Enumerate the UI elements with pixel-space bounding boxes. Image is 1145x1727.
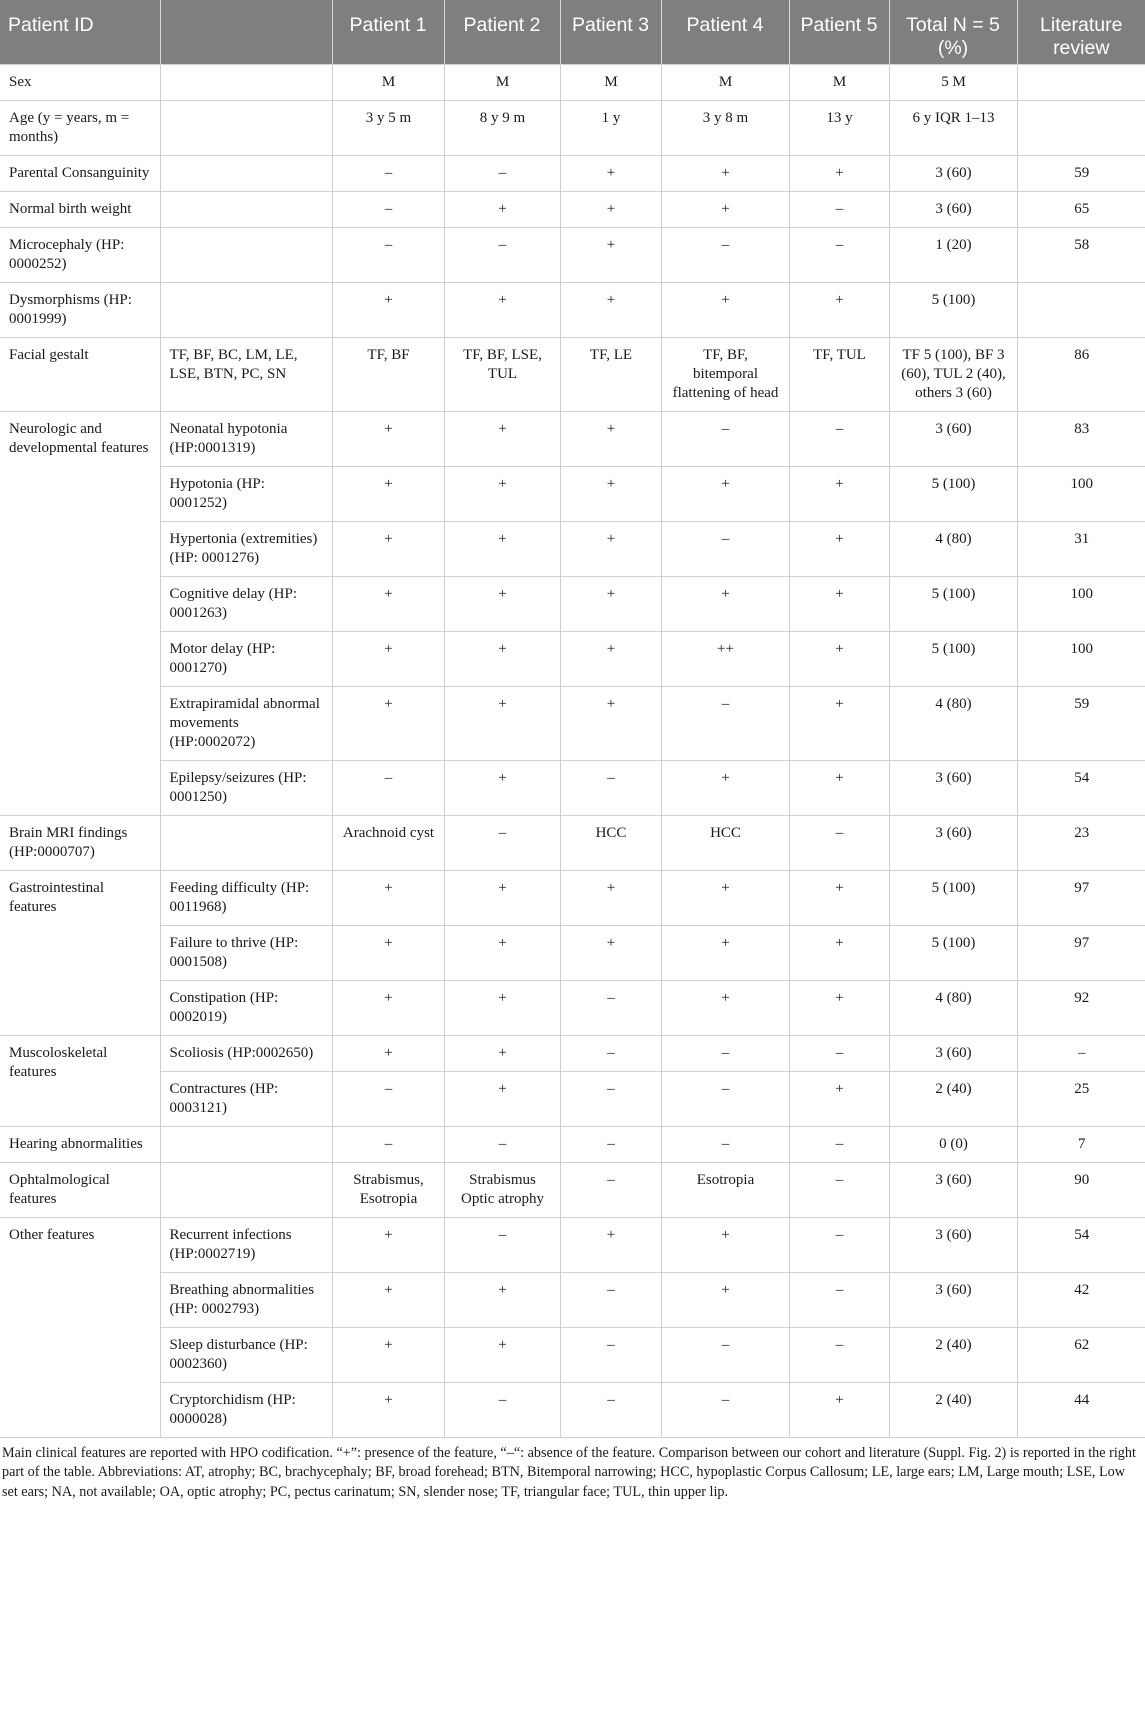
patient-2-cell: – (444, 1383, 560, 1438)
patient-4-cell: + (661, 761, 789, 816)
feature-group-cell: Dysmorphisms (HP: 0001999) (0, 283, 160, 338)
patient-4-cell: – (661, 1036, 789, 1072)
literature-cell: 44 (1017, 1383, 1145, 1438)
patient-1-cell: + (332, 1036, 444, 1072)
patient-5-cell: + (789, 522, 889, 577)
literature-cell (1017, 65, 1145, 101)
feature-detail-cell: Failure to thrive (HP: 0001508) (160, 926, 332, 981)
total-cell: 5 (100) (889, 577, 1017, 632)
header-literature-review: Literature review (1017, 0, 1145, 65)
feature-detail-cell (160, 192, 332, 228)
feature-detail-cell: Cryptorchidism (HP: 0000028) (160, 1383, 332, 1438)
patient-2-cell: + (444, 1328, 560, 1383)
feature-group-cell: Parental Consanguinity (0, 156, 160, 192)
table-row (0, 467, 1145, 522)
patient-2-cell: + (444, 1036, 560, 1072)
total-cell: 3 (60) (889, 1163, 1017, 1218)
table-row (0, 687, 1145, 761)
total-cell: 5 (100) (889, 467, 1017, 522)
literature-cell: 54 (1017, 1218, 1145, 1273)
header-feature-detail (160, 0, 332, 65)
feature-detail-cell: Feeding difficulty (HP: 0011968) (160, 871, 332, 926)
patient-2-cell: M (444, 65, 560, 101)
patient-3-cell: HCC (560, 816, 661, 871)
patient-4-cell: HCC (661, 816, 789, 871)
patient-5-cell: + (789, 1072, 889, 1127)
patient-5-cell: + (789, 981, 889, 1036)
total-cell: 6 y IQR 1–13 (889, 101, 1017, 156)
feature-detail-cell: Hypertonia (extremities) (HP: 0001276) (160, 522, 332, 577)
patient-5-cell: + (789, 577, 889, 632)
patient-1-cell: + (332, 1218, 444, 1273)
table-body (0, 65, 1145, 1438)
patient-4-cell: – (661, 228, 789, 283)
patient-5-cell: + (789, 761, 889, 816)
table-row (0, 1273, 1145, 1328)
patient-2-cell: – (444, 816, 560, 871)
total-cell: 3 (60) (889, 816, 1017, 871)
patient-3-cell: + (560, 1218, 661, 1273)
feature-detail-cell: Epilepsy/seizures (HP: 0001250) (160, 761, 332, 816)
patient-2-cell: + (444, 632, 560, 687)
feature-detail-cell: Sleep disturbance (HP: 0002360) (160, 1328, 332, 1383)
patient-1-cell: + (332, 283, 444, 338)
patient-2-cell: + (444, 687, 560, 761)
patient-5-cell: + (789, 632, 889, 687)
patient-3-cell: – (560, 761, 661, 816)
patient-1-cell: – (332, 228, 444, 283)
patient-4-cell: TF, BF, bitemporal flattening of head (661, 338, 789, 412)
patient-1-cell: + (332, 981, 444, 1036)
literature-cell: 59 (1017, 687, 1145, 761)
patient-2-cell: 8 y 9 m (444, 101, 560, 156)
table-row (0, 101, 1145, 156)
total-cell: 1 (20) (889, 228, 1017, 283)
patient-4-cell: Esotropia (661, 1163, 789, 1218)
total-cell: 0 (0) (889, 1127, 1017, 1163)
total-cell: 3 (60) (889, 761, 1017, 816)
literature-cell: 25 (1017, 1072, 1145, 1127)
literature-cell: 83 (1017, 412, 1145, 467)
feature-detail-cell (160, 816, 332, 871)
table-row (0, 1218, 1145, 1273)
patient-5-cell: 13 y (789, 101, 889, 156)
table-row (0, 338, 1145, 412)
patient-4-cell: + (661, 1218, 789, 1273)
total-cell: TF 5 (100), BF 3 (60), TUL 2 (40), others 3 (60) (889, 338, 1017, 412)
patient-2-cell: – (444, 156, 560, 192)
patient-1-cell: + (332, 687, 444, 761)
patient-2-cell: + (444, 412, 560, 467)
patient-5-cell: – (789, 1036, 889, 1072)
feature-group-cell: Gastrointestinal features (0, 871, 160, 1036)
patient-3-cell: – (560, 1163, 661, 1218)
feature-detail-cell: Motor delay (HP: 0001270) (160, 632, 332, 687)
literature-cell: 86 (1017, 338, 1145, 412)
patient-2-cell: + (444, 467, 560, 522)
patient-3-cell: – (560, 1127, 661, 1163)
total-cell: 3 (60) (889, 1218, 1017, 1273)
literature-cell: 54 (1017, 761, 1145, 816)
patient-2-cell: + (444, 522, 560, 577)
feature-group-cell: Microcephaly (HP: 0000252) (0, 228, 160, 283)
patient-4-cell: + (661, 1273, 789, 1328)
patient-4-cell: + (661, 192, 789, 228)
table-row (0, 1328, 1145, 1383)
patient-5-cell: – (789, 1218, 889, 1273)
patient-1-cell: – (332, 192, 444, 228)
feature-detail-cell: Recurrent infections (HP:0002719) (160, 1218, 332, 1273)
patient-4-cell: – (661, 1328, 789, 1383)
patient-2-cell: – (444, 228, 560, 283)
patient-4-cell: – (661, 1383, 789, 1438)
patient-3-cell: + (560, 412, 661, 467)
literature-cell: 90 (1017, 1163, 1145, 1218)
patient-4-cell: + (661, 981, 789, 1036)
literature-cell: 42 (1017, 1273, 1145, 1328)
literature-cell: 23 (1017, 816, 1145, 871)
patient-1-cell: + (332, 926, 444, 981)
patient-4-cell: + (661, 926, 789, 981)
patient-2-cell: Strabismus Optic atrophy (444, 1163, 560, 1218)
patient-1-cell: – (332, 1127, 444, 1163)
patient-5-cell: – (789, 228, 889, 283)
patient-1-cell: – (332, 1072, 444, 1127)
patient-1-cell: + (332, 522, 444, 577)
literature-cell: 62 (1017, 1328, 1145, 1383)
patient-3-cell: – (560, 1036, 661, 1072)
patient-1-cell: TF, BF (332, 338, 444, 412)
patient-4-cell: ++ (661, 632, 789, 687)
total-cell: 4 (80) (889, 981, 1017, 1036)
patient-2-cell: – (444, 1127, 560, 1163)
patient-4-cell: + (661, 467, 789, 522)
header-patient-5: Patient 5 (789, 0, 889, 65)
feature-detail-cell: TF, BF, BC, LM, LE, LSE, BTN, PC, SN (160, 338, 332, 412)
header-patient-1: Patient 1 (332, 0, 444, 65)
total-cell: 5 M (889, 65, 1017, 101)
patient-5-cell: + (789, 467, 889, 522)
patient-4-cell: – (661, 522, 789, 577)
patient-5-cell: M (789, 65, 889, 101)
table-row (0, 1163, 1145, 1218)
patient-5-cell: – (789, 816, 889, 871)
patient-2-cell: + (444, 283, 560, 338)
patient-3-cell: + (560, 192, 661, 228)
patient-3-cell: M (560, 65, 661, 101)
patient-1-cell: Strabismus, Esotropia (332, 1163, 444, 1218)
patient-2-cell: + (444, 1072, 560, 1127)
patient-1-cell: + (332, 1328, 444, 1383)
feature-group-cell: Facial gestalt (0, 338, 160, 412)
header-patient-3: Patient 3 (560, 0, 661, 65)
patient-1-cell: Arachnoid cyst (332, 816, 444, 871)
patient-4-cell: + (661, 577, 789, 632)
feature-detail-cell: Extrapiramidal abnormal movements (HP:0002072) (160, 687, 332, 761)
feature-detail-cell (160, 1163, 332, 1218)
table-row (0, 192, 1145, 228)
literature-cell: 7 (1017, 1127, 1145, 1163)
patient-5-cell: + (789, 283, 889, 338)
total-cell: 5 (100) (889, 871, 1017, 926)
total-cell: 3 (60) (889, 1273, 1017, 1328)
literature-cell: 59 (1017, 156, 1145, 192)
total-cell: 5 (100) (889, 283, 1017, 338)
patient-2-cell: + (444, 192, 560, 228)
patient-5-cell: – (789, 412, 889, 467)
patient-4-cell: 3 y 8 m (661, 101, 789, 156)
total-cell: 3 (60) (889, 1036, 1017, 1072)
patient-3-cell: + (560, 577, 661, 632)
table-row (0, 926, 1145, 981)
literature-cell: 100 (1017, 467, 1145, 522)
table-row (0, 1127, 1145, 1163)
patient-4-cell: – (661, 412, 789, 467)
patient-1-cell: + (332, 632, 444, 687)
table-footnote: Main clinical features are reported with HPO codification. “+”: presence of the feature, “–“: absence of the feature. Comparison between our cohort and literature (Suppl. Fig. 2) is reported in the right part of the table. Abbreviations: AT, atrophy; BC, brachycephaly; BF, broad forehead; BTN, Bitemporal narrowing; HCC, hypoplastic Corpus Callosum; LE, large ears; LM, Large mouth; LSE, Low set ears; NA, not available; OA, optic atrophy; PC, pectus carinatum; SN, slender nose; TF, triangular face; TUL, thin upper lip. (0, 1437, 1145, 1502)
patient-5-cell: – (789, 1328, 889, 1383)
patient-1-cell: + (332, 467, 444, 522)
table-row (0, 632, 1145, 687)
table-row (0, 761, 1145, 816)
patient-2-cell: + (444, 981, 560, 1036)
literature-cell: 100 (1017, 632, 1145, 687)
patient-2-cell: TF, BF, LSE, TUL (444, 338, 560, 412)
patient-4-cell: – (661, 1127, 789, 1163)
feature-group-cell: Other features (0, 1218, 160, 1438)
table-row (0, 981, 1145, 1036)
literature-cell (1017, 101, 1145, 156)
patient-5-cell: – (789, 1273, 889, 1328)
feature-detail-cell: Cognitive delay (HP: 0001263) (160, 577, 332, 632)
header-total: Total N = 5 (%) (889, 0, 1017, 65)
patient-3-cell: – (560, 1383, 661, 1438)
patient-3-cell: + (560, 228, 661, 283)
feature-detail-cell: Contractures (HP: 0003121) (160, 1072, 332, 1127)
patient-1-cell: – (332, 156, 444, 192)
table-row (0, 1383, 1145, 1438)
literature-cell: – (1017, 1036, 1145, 1072)
header-patient-2: Patient 2 (444, 0, 560, 65)
patient-4-cell: – (661, 687, 789, 761)
table-row (0, 283, 1145, 338)
patient-5-cell: + (789, 926, 889, 981)
patient-5-cell: + (789, 1383, 889, 1438)
table-row (0, 871, 1145, 926)
total-cell: 3 (60) (889, 412, 1017, 467)
table-row (0, 816, 1145, 871)
table-row (0, 65, 1145, 101)
table-row (0, 1036, 1145, 1072)
patient-2-cell: + (444, 926, 560, 981)
patient-2-cell: + (444, 871, 560, 926)
feature-detail-cell: Breathing abnormalities (HP: 0002793) (160, 1273, 332, 1328)
patient-4-cell: + (661, 283, 789, 338)
patient-3-cell: + (560, 283, 661, 338)
patient-4-cell: – (661, 1072, 789, 1127)
feature-detail-cell (160, 156, 332, 192)
total-cell: 5 (100) (889, 632, 1017, 687)
feature-group-cell: Ophtalmological features (0, 1163, 160, 1218)
patient-3-cell: TF, LE (560, 338, 661, 412)
feature-group-cell: Neurologic and developmental features (0, 412, 160, 816)
patient-3-cell: + (560, 522, 661, 577)
table-row (0, 522, 1145, 577)
feature-detail-cell (160, 228, 332, 283)
patient-1-cell: + (332, 412, 444, 467)
total-cell: 3 (60) (889, 156, 1017, 192)
feature-group-cell: Brain MRI findings (HP:0000707) (0, 816, 160, 871)
patient-3-cell: – (560, 1072, 661, 1127)
header-patient-4: Patient 4 (661, 0, 789, 65)
literature-cell: 97 (1017, 871, 1145, 926)
total-cell: 4 (80) (889, 687, 1017, 761)
table-header-row (0, 0, 1145, 65)
total-cell: 5 (100) (889, 926, 1017, 981)
feature-detail-cell (160, 1127, 332, 1163)
patient-1-cell: + (332, 871, 444, 926)
patient-5-cell: – (789, 1163, 889, 1218)
patient-3-cell: + (560, 926, 661, 981)
feature-detail-cell (160, 65, 332, 101)
patient-1-cell: – (332, 761, 444, 816)
patient-5-cell: + (789, 156, 889, 192)
patient-1-cell: 3 y 5 m (332, 101, 444, 156)
patient-4-cell: + (661, 156, 789, 192)
table-row (0, 577, 1145, 632)
patient-3-cell: – (560, 1273, 661, 1328)
patient-2-cell: – (444, 1218, 560, 1273)
total-cell: 3 (60) (889, 192, 1017, 228)
feature-detail-cell: Constipation (HP: 0002019) (160, 981, 332, 1036)
table-row (0, 412, 1145, 467)
feature-group-cell: Muscoloskeletal features (0, 1036, 160, 1127)
total-cell: 4 (80) (889, 522, 1017, 577)
literature-cell: 31 (1017, 522, 1145, 577)
feature-group-cell: Sex (0, 65, 160, 101)
total-cell: 2 (40) (889, 1383, 1017, 1438)
total-cell: 2 (40) (889, 1328, 1017, 1383)
table-row (0, 1072, 1145, 1127)
literature-cell: 97 (1017, 926, 1145, 981)
patient-1-cell: + (332, 577, 444, 632)
table-row (0, 228, 1145, 283)
patient-3-cell: – (560, 1328, 661, 1383)
feature-group-cell: Hearing abnormalities (0, 1127, 160, 1163)
patient-2-cell: + (444, 761, 560, 816)
patient-5-cell: TF, TUL (789, 338, 889, 412)
patient-2-cell: + (444, 1273, 560, 1328)
patient-3-cell: + (560, 871, 661, 926)
patient-5-cell: – (789, 1127, 889, 1163)
patient-5-cell: + (789, 871, 889, 926)
feature-detail-cell (160, 101, 332, 156)
literature-cell: 65 (1017, 192, 1145, 228)
header-patient-id: Patient ID (0, 0, 160, 65)
feature-group-cell: Age (y = years, m = months) (0, 101, 160, 156)
literature-cell: 58 (1017, 228, 1145, 283)
patient-1-cell: M (332, 65, 444, 101)
patient-4-cell: M (661, 65, 789, 101)
patient-2-cell: + (444, 577, 560, 632)
patient-3-cell: + (560, 156, 661, 192)
feature-detail-cell: Hypotonia (HP: 0001252) (160, 467, 332, 522)
patient-3-cell: 1 y (560, 101, 661, 156)
patient-5-cell: – (789, 192, 889, 228)
patient-3-cell: + (560, 467, 661, 522)
patient-1-cell: + (332, 1383, 444, 1438)
patient-3-cell: – (560, 981, 661, 1036)
literature-cell (1017, 283, 1145, 338)
patient-1-cell: + (332, 1273, 444, 1328)
total-cell: 2 (40) (889, 1072, 1017, 1127)
table-row (0, 156, 1145, 192)
patient-4-cell: + (661, 871, 789, 926)
literature-cell: 100 (1017, 577, 1145, 632)
feature-group-cell: Normal birth weight (0, 192, 160, 228)
feature-detail-cell: Scoliosis (HP:0002650) (160, 1036, 332, 1072)
literature-cell: 92 (1017, 981, 1145, 1036)
patient-3-cell: + (560, 687, 661, 761)
feature-detail-cell (160, 283, 332, 338)
feature-detail-cell: Neonatal hypotonia (HP:0001319) (160, 412, 332, 467)
patient-5-cell: + (789, 687, 889, 761)
patient-3-cell: + (560, 632, 661, 687)
